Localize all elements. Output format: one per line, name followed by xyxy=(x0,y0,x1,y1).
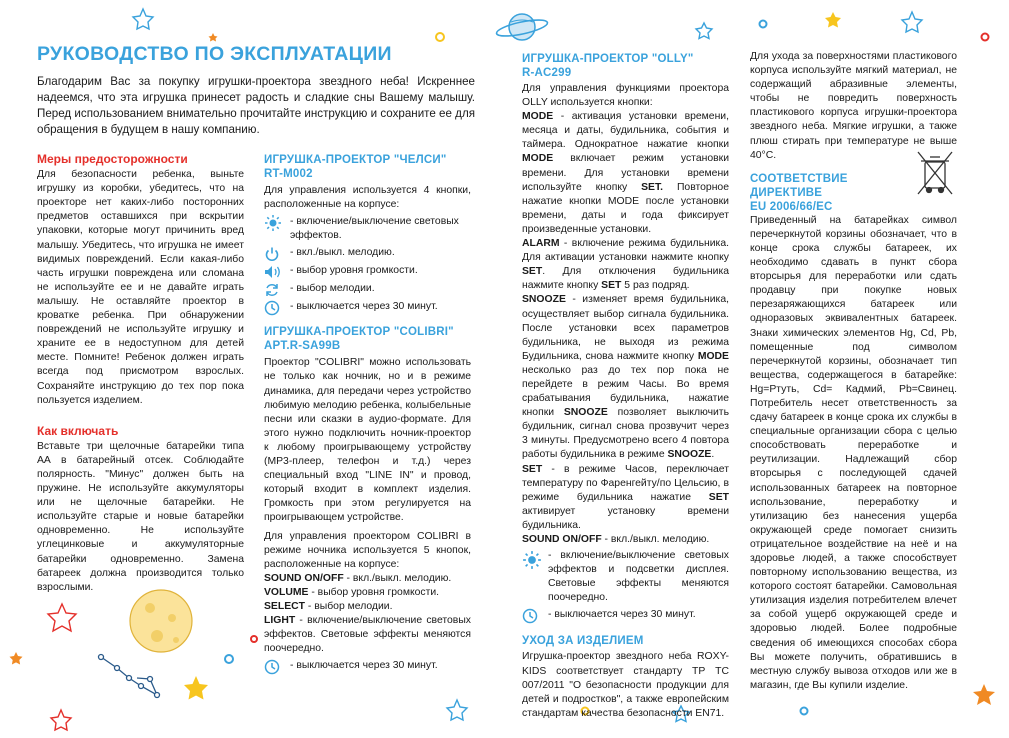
list-item: - включение/выключение световых эффектов и подсветки дисплея. Световые эффекты меняются поочередно. xyxy=(522,549,729,605)
chelsea-button-list xyxy=(264,215,471,315)
column-2 xyxy=(264,153,471,677)
olly-set-text: SET - в режиме Часов, переключает температуру по Фаренгейту/по Цельсию, в режиме будильника нажатие SET активирует установку времени будильника. xyxy=(522,463,729,531)
chelsea-heading: ИГРУШКА-ПРОЕКТОР "ЧЕЛСИ" xyxy=(264,154,447,166)
list-item: - выключается через 30 минут. xyxy=(264,659,471,674)
column-1 xyxy=(37,152,244,595)
constellation-icon xyxy=(99,655,160,698)
refresh-icon xyxy=(264,282,290,297)
sun-icon xyxy=(522,549,548,571)
star-outline-red-icon xyxy=(48,604,76,730)
olly-model: R-AC299 xyxy=(522,67,572,79)
care-text-2: Для ухода за поверхностями пластикового корпуса используйте мягкий материал, не содержащий абразивные элементы, чтобы не повредить поверхность пластикового корпуса игрушки-проектора звездного неба. Мягкие игрушки, а также плюш стирать при температуре не выше 40°С. xyxy=(750,51,957,161)
page-title: РУКОВОДСТВО ПО ЭКСПЛУАТАЦИИ xyxy=(37,43,392,65)
care-text: Игрушка-проектор звездного неба ROXY-KIDS соответствует стандарту ТР ТС 007/2011 "О безопасности продукции для детей и подростков", а также европейским стандартам качества безопасности EN71. xyxy=(522,651,729,719)
directive-text: Приведенный на батарейках символ перечеркнутой корзины обозначает, что в конце срока службы батареек, их необходимо сдавать в пункт сбора вторсырья для переработки или сдать продавцу при покупке новых перезаряжающихся батареек или одноразовых эквивалентных батареек. Знаки химических элементов Hg, Cd, Pb, помещенные под символом перечеркнутой корзины, обозначает тип вещества, содержащегося в батарейке: Hg=Ртуть, Cd= Кадмий, Pb=Свинец. Потребитель несет ответственность за сдачу батареек в конце срока их службы в специальные организации сбора с целью способствовать переработке и реутилизации. Надлежащий сбор вторсырья с последующей сдачей использованных батареек на повторное использование, переработку и утилизацию без нанесения ущерба окружающей среде помогает снизить отрицательное воздействие на неё и на здоровье людей, а также способствует повторному использованию вещества, из которого состоят батарейки. Самовольная утилизация изделия потребителем влечет за собой ущерб окружающей среде и здоровью людей. Более подробные сведения об имеющихся способах сбора Вы можете получить, обратившись в местную службу вывоза отходов или же в магазин, где Вы купили изделие. xyxy=(750,214,957,691)
colibri-sound-line: SOUND ON/OFF - вкл./выкл. мелодию. xyxy=(264,572,452,584)
column-4 xyxy=(750,50,957,693)
star-outline-icon xyxy=(447,700,467,720)
list-item: - выбор уровня громкости. xyxy=(264,264,471,279)
sun-icon xyxy=(264,215,290,230)
star-outline-icon xyxy=(902,12,922,32)
colibri-text-2: Для управления проектором COLIBRI в режиме ночника используется 5 кнопок, расположенные на корпусе: xyxy=(264,530,471,570)
clock-icon xyxy=(522,608,548,623)
colibri-text-1: Проектор "COLIBRI" можно использовать не только как ночник, но и в режиме динамика, для передачи через устройство любимую мелодию ребенка, колыбельные песни или сказки в аудио-формате. Для этого нужно подключить ночник-проектор к любому проигрывающему устройству (MP3-плеер, телефон и т.д.) через специальный вход "LINE IN" и провод, который входит в комплект изделия. Громкость при этом регулируется на проигрывающем устройстве. xyxy=(264,357,471,524)
list-item: - выключается через 30 минут. xyxy=(522,608,729,623)
olly-heading: ИГРУШКА-ПРОЕКТОР "OLLY" xyxy=(522,53,694,65)
chelsea-model: RT-M002 xyxy=(264,168,313,180)
list-item: - выключается через 30 минут. xyxy=(264,300,471,315)
star-outline-icon xyxy=(133,9,153,29)
colibri-heading: ИГРУШКА-ПРОЕКТОР "COLIBRI" xyxy=(264,326,454,339)
colibri-model: APT.R-SA99B xyxy=(264,340,341,353)
olly-snooze-text: SNOOZE - изменяет время будильника, осуществляет выбор сигнала будильника. После установки всех параметров будильника, не выходя из режима Будильника, снова нажмите кнопку MODE несколько раз до тех пор пока не перейдете в режим Часы. Во время срабатывания будильника, нажатие кнопки SNOOZE позволяет выключить будильник, сигнал снова прозвучит через 3 минуты. Предусмотрено всего 4 повтора работы будильника в режиме SNOOZE. xyxy=(522,294,729,461)
list-item: - включение/выключение световых эффектов. xyxy=(264,215,471,243)
chelsea-intro: Для управления используется 4 кнопки, расположенные на корпусе: xyxy=(264,185,471,211)
moon-icon xyxy=(130,590,192,652)
directive-heading-2: EU 2006/66/EC xyxy=(750,200,833,213)
column-3 xyxy=(522,52,729,721)
colibri-volume-line: VOLUME - выбор уровня громкости. xyxy=(264,586,440,598)
olly-alarm-text: ALARM - включение режима будильника. Для активации установки нажмите кнопку SET. Для отключения будильника нажмите кнопку SET 5 раз подряд. xyxy=(522,238,729,292)
olly-intro: Для управления функциями проектора OLLY используется кнопки: xyxy=(522,83,729,109)
colibri-light-line: LIGHT - включение/выключение световых эффектов. Световые эффекты меняются поочередно. xyxy=(264,615,471,655)
safety-heading: Меры предосторожности xyxy=(37,152,188,166)
care-heading: УХОД ЗА ИЗДЕЛИЕМ xyxy=(522,635,644,648)
battery-text: Вставьте три щелочные батарейки типа АА в батарейный отсек. Соблюдайте полярность. "Минус" должен быть на пружине. Не используйте аккумуляторы или не щелочные батарейки. Не используйте старые и новые батарейки одновременно. Не используйте углецинковые и аккумуляторные батарейки одновременно. Замена батареек должна производится только взрослыми. xyxy=(37,440,244,593)
clock-icon xyxy=(264,659,290,674)
colibri-select-line: SELECT - выбор мелодии. xyxy=(264,600,393,612)
list-item: - вкл./выкл. мелодию. xyxy=(264,246,471,261)
planet-saturn-icon xyxy=(495,14,548,40)
olly-sound-line: SOUND ON/OFF - вкл./выкл. мелодию. xyxy=(522,534,710,545)
star-outline-icon xyxy=(696,23,712,39)
directive-heading: СООТВЕТСТВИЕ ДИРЕКТИВЕ xyxy=(750,172,848,199)
list-item: - выбор мелодии. xyxy=(264,282,471,297)
safety-text: Для безопасности ребенка, выньте игрушку из коробки, убедитесь, что на проекторе нет каких-либо посторонних предметов оставшихся при вскрытии упаковки, которые могут причинить вред малышу. Убедитесь, что игрушка не имеет видимых повреждений. Если какая-либо часть игрушки повреждена или сломана не используйте ее и не давайте играть малышу. Не оставляйте проектор в кроватке ребенка. При обнаружении повреждений не используйте игрушку и храните ее в недоступном для детей месте. Помните! Ребенок должен играть всегда под присмотром взрослых. Сохраняйте инструкцию до тех пор пока пользуется изделием. xyxy=(37,169,244,406)
speaker-icon xyxy=(264,264,290,279)
olly-mode-text: MODE - активация установки времени, месяца и даты, будильника, события и таймера. Однократное нажатие кнопки MODE включает режим установки времени. Для установки времени используйте кнопку SET. Повторное нажатие кнопки MODE после установки времени, даты и года фиксирует произведенные установки. xyxy=(522,111,729,235)
clock-icon xyxy=(264,300,290,315)
battery-heading: Как включать xyxy=(37,423,119,438)
intro-text: Благодарим Вас за покупку игрушки-проектора звездного неба! Искреннее надеемся, что эта игрушка принесет радость и сладкие сны Вашему малышу. Перед использованием внимательно прочитайте инструкцию и сохраните ее для обращения в будущем в нашу компанию. xyxy=(37,75,475,136)
power-icon xyxy=(264,246,290,261)
